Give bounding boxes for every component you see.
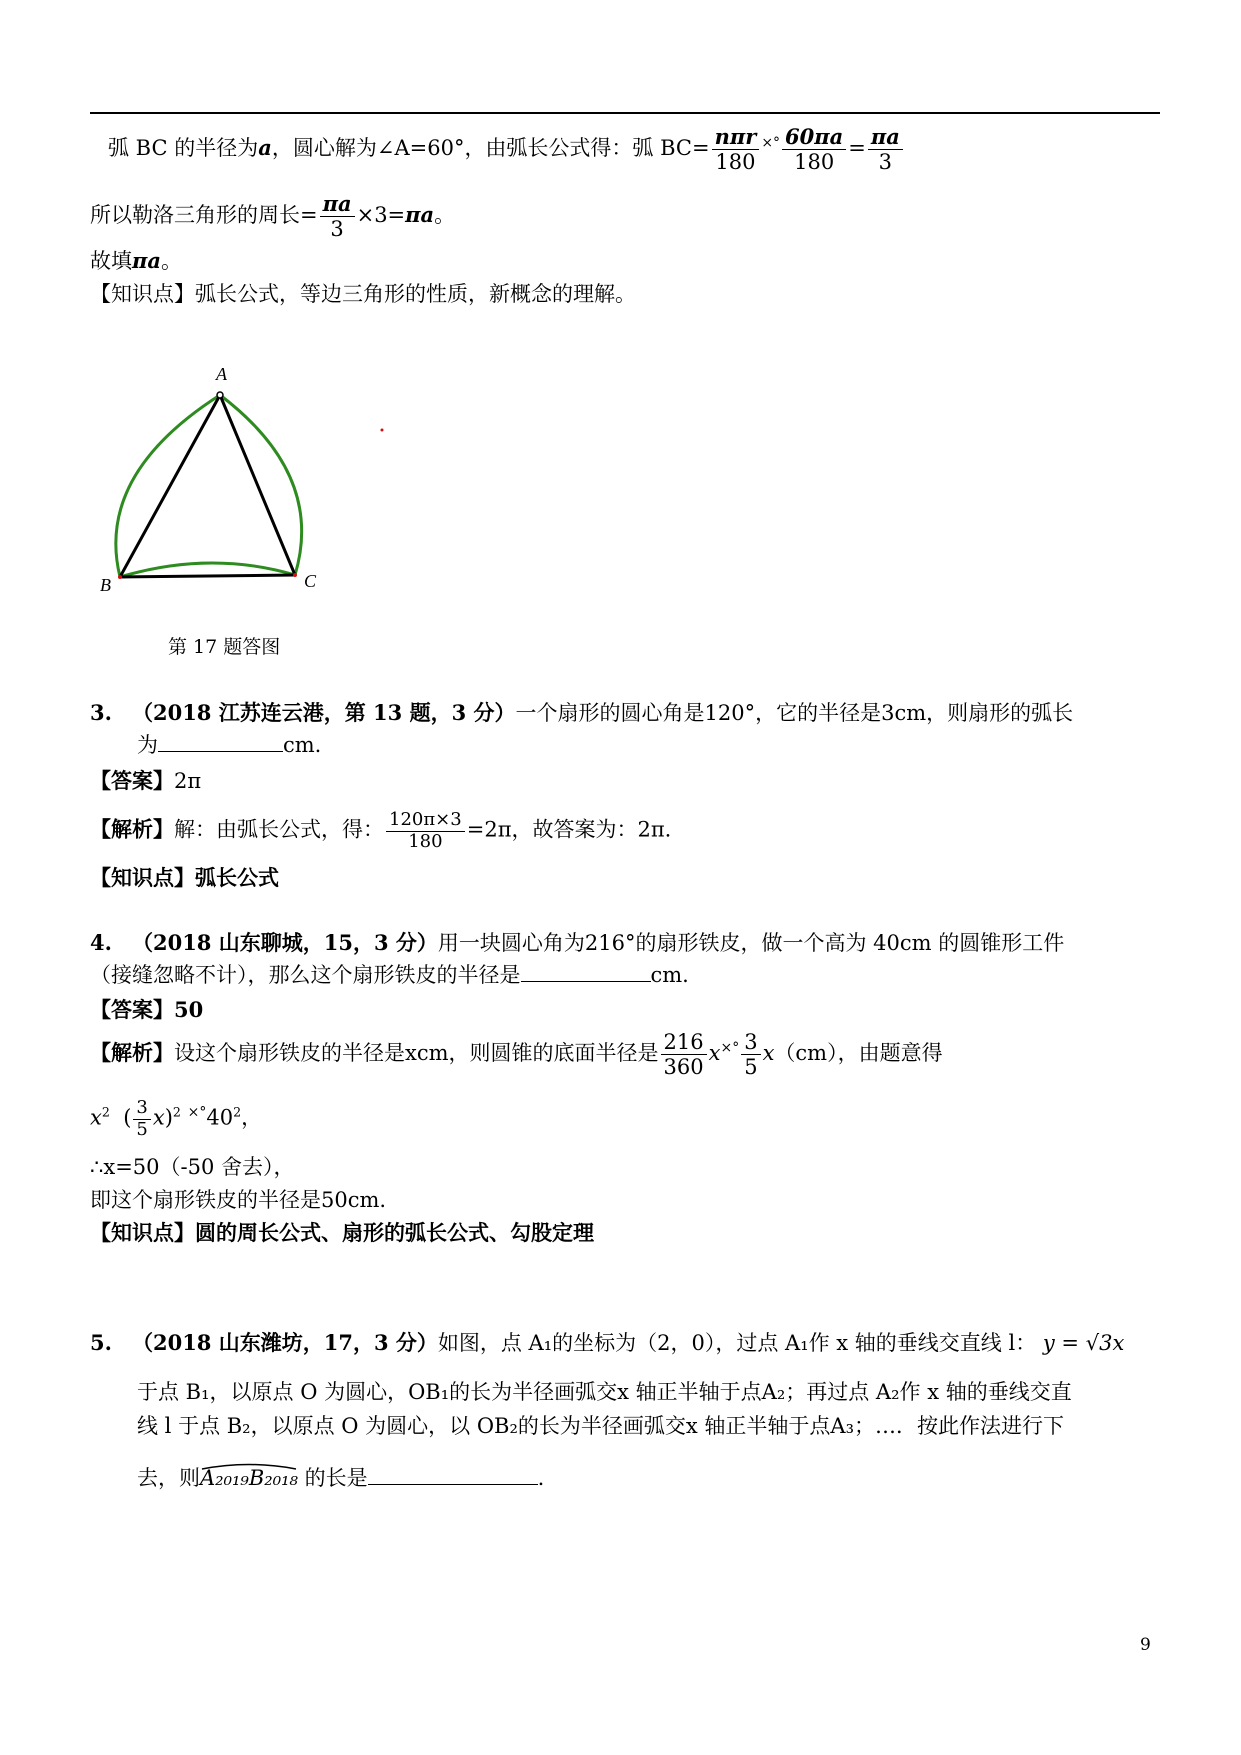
answer-blank [521, 980, 651, 982]
answer-blank [368, 1483, 538, 1485]
q4-explanation: 【解析】设这个扇形铁皮的半径是xcm，则圆锥的底面半径是 $\frac{216}{360}$ x×° $\frac{3}{5}$ x（cm），由题意得 [90, 1030, 943, 1080]
fraction: $\frac{\pi a}{3}$ [320, 192, 355, 241]
header-rule [90, 112, 1160, 114]
label-b: B [100, 575, 111, 595]
side-ab [120, 395, 220, 577]
q4-conclusion: 即这个扇形铁皮的半径是50cm. [90, 1188, 387, 1212]
prev-line-1: 弧 BC 的半径为a，圆心解为∠A=60°，由弧长公式得：弧 BC= $\frac{\text{nπr}}{180}$ ×° $\frac{60\pi a}{180}$ = $\frac{\pi a}{3}$ [108, 125, 905, 174]
fraction: $\frac{3}{5}$ [741, 1030, 760, 1079]
q3-explanation: 【解析】解：由弧长公式，得： $\frac{120\pi\times 3}{180}$ =2π，故答案为：2π. [90, 809, 672, 852]
stray-dot [381, 429, 384, 432]
q3-answer: 【答案】2π [90, 768, 202, 793]
label-a: A [216, 364, 227, 384]
page-number: 9 [1140, 1635, 1151, 1655]
q5-line-2: 于点 B₁，以原点 O 为圆心，OB₁的长为半径画弧交x 轴正半轴于点A₂；再过点 A₂作 x 轴的垂线交直 [137, 1380, 1072, 1404]
label-c: C [304, 571, 317, 591]
vertex-c [293, 573, 297, 577]
q4-therefore: ∴x=50（-50 舍去）， [90, 1155, 295, 1179]
answer-blank [158, 750, 283, 752]
q5-line-1: 5. （2018 山东潍坊，17，3 分）如图，点 A₁的坐标为（2，0），过点 A₁作 x 轴的垂线交直线 l： y = √3x [90, 1330, 1125, 1355]
q4-equation: $x^2$ ( $\frac{3}{5}$ x)$^2$ $^{\times^\circ}40^2$， [90, 1097, 263, 1140]
fraction: $\frac{\text{nπr}}{180}$ [712, 125, 760, 174]
vertex-a [217, 392, 223, 398]
q3-line-1: 3. （2018 江苏连云港，第 13 题，3 分）一个扇形的圆心角是120°，它的半径是3cm，则扇形的弧长 [90, 700, 1074, 725]
prev-line-2: 所以勒洛三角形的周长= $\frac{\pi a}{3}$ ×3=πa。 [90, 191, 456, 242]
side-ac [220, 395, 295, 575]
side-bc [120, 575, 295, 577]
figure-caption: 第 17 题答图 [168, 636, 281, 658]
fraction: $\frac{3}{5}$ [133, 1098, 150, 1140]
q4-line-2: （接缝忽略不计），那么这个扇形铁皮的半径是 cm. [90, 963, 689, 987]
q3-knowledge: 【知识点】弧长公式 [90, 865, 279, 890]
q5-line-3: 线 l 于点 B₂，以原点 O 为圆心，以 OB₂的长为半径画弧交x 轴正半轴于点A₃；…．按此作法进行下 [137, 1414, 1065, 1438]
prev-line-3: 故填πa。 [90, 248, 182, 273]
arc-notation: A₂₀₁₉B₂₀₁₈ [200, 1466, 298, 1490]
q4-answer: 【答案】50 [90, 997, 204, 1022]
prev-knowledge: 【知识点】弧长公式，等边三角形的性质，新概念的理解。 [90, 282, 636, 306]
q3-line-2: 为 cm. [137, 733, 322, 757]
q5-line-4: 去，则 A₂₀₁₉B₂₀₁₈ 的长是 . [137, 1460, 544, 1491]
q4-knowledge: 【知识点】圆的周长公式、扇形的弧长公式、勾股定理 [90, 1220, 594, 1245]
q4-line-1: 4. （2018 山东聊城，15，3 分）用一块圆心角为216°的扇形铁皮，做一个高为 40cm 的圆锥形工件 [90, 930, 1065, 955]
fraction: $\frac{120\pi\times 3}{180}$ [386, 810, 465, 852]
fraction: $\frac{60\pi a}{180}$ [782, 125, 846, 174]
reuleaux-triangle-figure [90, 355, 390, 615]
fraction: $\frac{\pi a}{3}$ [868, 125, 903, 174]
vertex-b [118, 575, 122, 579]
fraction: $\frac{216}{360}$ [661, 1030, 707, 1079]
